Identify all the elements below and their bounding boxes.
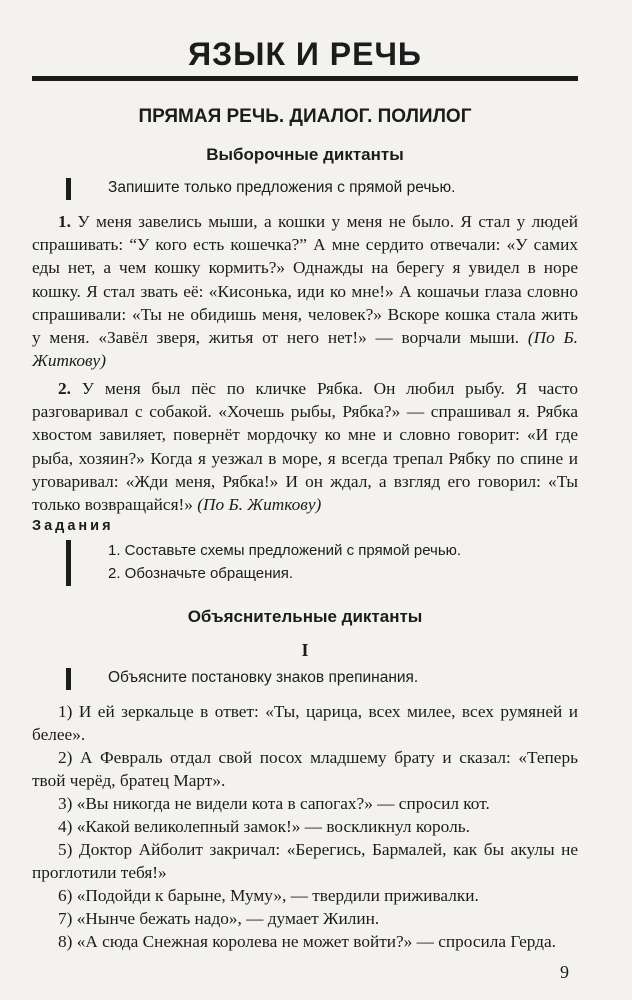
chapter-title: ЯЗЫК И РЕЧЬ bbox=[188, 36, 422, 72]
dictation-2-number: 2. bbox=[58, 379, 71, 398]
subsection-title-selective: Выборочные диктанты bbox=[206, 145, 404, 164]
instruction-selective: Запишите только предложения с прямой речью. bbox=[108, 179, 456, 196]
list-item: 5) Доктор Айболит закричал: «Берегись, Бармалей, как бы акулы не проглотили тебя!» bbox=[32, 840, 578, 883]
section-title: ПРЯМАЯ РЕЧЬ. ДИАЛОГ. ПОЛИЛОГ bbox=[138, 106, 472, 127]
list-item: 4) «Какой великолепный замок!» — воскликнул король. bbox=[58, 817, 470, 836]
list-item: 7) «Нынче бежать надо», — думает Жилин. bbox=[58, 909, 380, 928]
instruction-bar bbox=[66, 178, 71, 200]
dictation-1 bbox=[32, 210, 578, 372]
dictation-2-text: У меня был пёс по кличке Рябка. Он любил рыбу. Я часто разговаривал с собакой. «Хочешь рыбы, Рябка?» — спрашивал я. Рябка хвостом завиляет, повернёт мордочку ко мне и словно говорит: «И где рыба, хозяин?» Когда я уезжал в море, я всегда трепал Рябку по спине и уговаривал: «Жди меня, Рябка!» И он ждал, а взгляд его говорил: «Ты только возвращайся!» bbox=[32, 379, 578, 515]
tasks-heading: Задания bbox=[32, 518, 114, 534]
header-rule bbox=[32, 76, 578, 81]
list-item: 6) «Подойди к барыне, Муму», — твердили приживалки. bbox=[58, 886, 479, 905]
dictation-1-number: 1. bbox=[58, 212, 71, 231]
roman-numeral: I bbox=[301, 640, 309, 660]
task-2: 2. Обозначьте обращения. bbox=[108, 565, 294, 582]
dictation-1-text: У меня завелись мыши, а кошки у меня не было. Я стал у людей спрашивать: “У кого есть кошечка?” А мне сердито отвечали: «У самих еды нет, а чем кошку кормить?» Однажды на берегу я увидел в норе кошку. Я стал звать её: «Кисонька, иди ко мне!» А кошачьи глаза словно спрашивали: «Ты не обидишь меня, человек?» Вскоре кошка стала жить у меня. «Завёл зверя, житья от него нет!» — ворчали мыши. bbox=[32, 212, 578, 348]
page-number: 9 bbox=[560, 962, 569, 982]
subsection-title-explanatory: Объяснительные диктанты bbox=[187, 607, 423, 626]
list-item: 3) «Вы никогда не видели кота в сапогах?» — спросил кот. bbox=[58, 794, 490, 813]
instruction-bar-2 bbox=[66, 668, 71, 690]
list-item: 2) А Февраль отдал свой посох младшему брату и сказал: «Теперь твой черёд, братец Март». bbox=[32, 748, 578, 791]
list-item: 1) И ей зеркальце в ответ: «Ты, царица, всех милее, всех румяней и белее». bbox=[32, 702, 578, 745]
dictation-2-source: (По Б. Житкову) bbox=[197, 495, 322, 515]
instruction-explanatory: Объясните постановку знаков препинания. bbox=[108, 669, 419, 686]
list-item: 8) «А сюда Снежная королева не может войти?» — спросила Герда. bbox=[58, 932, 556, 951]
task-1: 1. Составьте схемы предложений с прямой речью. bbox=[108, 542, 462, 559]
dictation-1-source: (По Б. Житкову) bbox=[32, 328, 578, 371]
tasks-bar bbox=[66, 540, 71, 586]
dictation-2 bbox=[32, 377, 578, 516]
